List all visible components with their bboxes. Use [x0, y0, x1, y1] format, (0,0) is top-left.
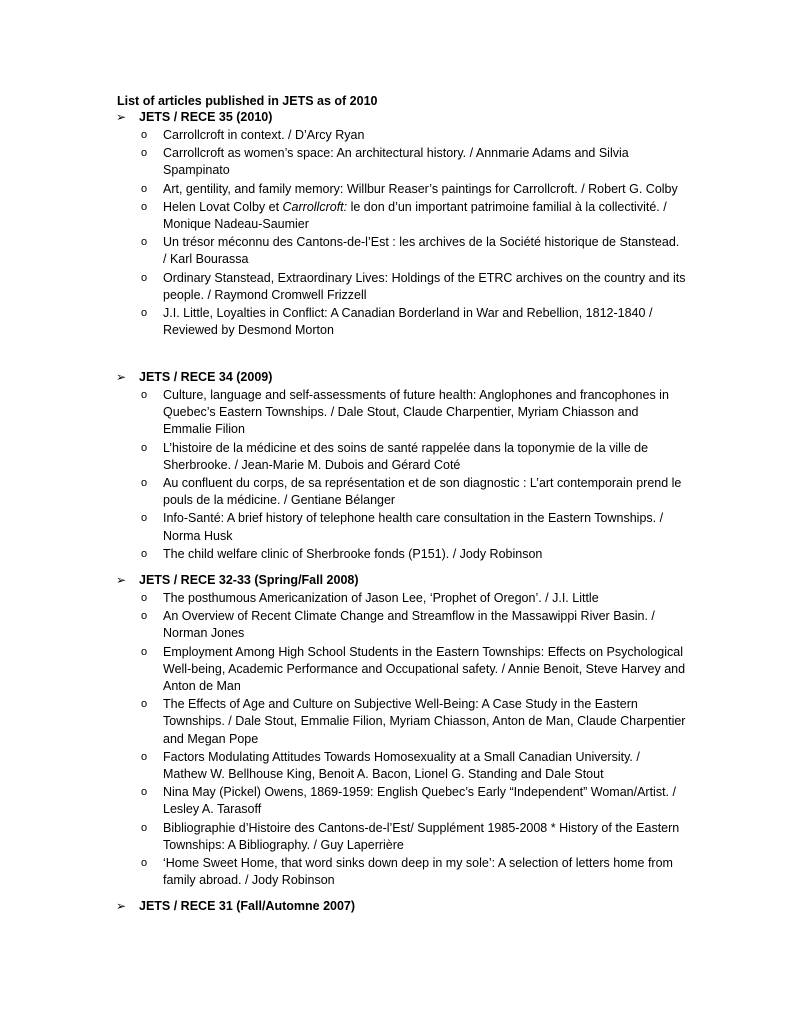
circle-bullet-icon: o [141, 182, 148, 195]
list-item [116, 475, 686, 509]
section-heading [116, 898, 686, 915]
article-citation: Un trésor méconnu des Cantons-de-l’Est : les archives de la Société historique de Stanstead. / Karl Bourassa [163, 235, 680, 267]
list-item [116, 749, 686, 783]
section-heading [116, 109, 686, 126]
article-list [116, 387, 686, 563]
article-list [116, 590, 686, 889]
article-citation: ‘Home Sweet Home, that word sinks down deep in my sole’: A selection of letters home from family abroad. / Jody Robinson [163, 856, 673, 888]
section-heading-text: JETS / RECE 34 (2009) [139, 370, 273, 384]
section-heading-text: JETS / RECE 35 (2010) [139, 110, 273, 124]
list-item [116, 820, 686, 854]
article-list [116, 127, 686, 339]
article-citation: Bibliographie d’Histoire des Cantons-de-l’Est/ Supplément 1985-2008 * History of the Eastern Townships: A Bibliography. / Guy Laperrière [163, 820, 680, 852]
list-item [116, 199, 686, 233]
list-item [116, 546, 686, 563]
section-jets-35 [116, 109, 686, 339]
circle-bullet-icon: o [141, 200, 148, 213]
article-citation: Nina May (Pickel) Owens, 1869-1959: English Quebec’s Early “Independent” Woman/Artist. / Lesley A. Tarasoff [163, 785, 676, 817]
list-item [116, 590, 686, 607]
list-item [116, 644, 686, 696]
citation-text-before: Helen Lovat Colby et [163, 199, 283, 214]
circle-bullet-icon: o [141, 147, 148, 160]
page-title: List of articles published in JETS as of 2010 [117, 94, 378, 108]
article-citation: Carrollcroft in context. / D’Arcy Ryan [163, 128, 365, 142]
circle-bullet-icon: o [141, 610, 148, 623]
article-citation: Culture, language and self-assessments of future health: Anglophones and francophones in Quebec’s Eastern Townships. / Dale Stout, Claude Charpentier, Myriam Chiasson and Emmalie Filion [163, 388, 669, 437]
article-citation: Info-Santé: A brief history of telephone health care consultation in the Eastern Townships. / Norma Husk [163, 511, 664, 543]
circle-bullet-icon: o [141, 389, 148, 401]
arrow-bullet-icon: ➢ [116, 899, 127, 913]
article-citation: L’histoire de la médicine et des soins de santé rappelée dans la toponymie de la ville de Sherbrooke. / Jean-Marie M. Dubois and Gérard Coté [163, 440, 649, 472]
section-heading [116, 572, 686, 589]
list-item [116, 696, 686, 748]
arrow-bullet-icon: ➢ [116, 370, 127, 384]
article-citation: Art, gentility, and family memory: Willbur Reaser’s paintings for Carrollcroft. / Robert G. Colby [163, 181, 678, 196]
circle-bullet-icon: o [141, 236, 148, 249]
circle-bullet-icon: o [141, 857, 148, 870]
section-jets-34 [116, 369, 686, 563]
list-item [116, 145, 686, 179]
article-citation: Factors Modulating Attitudes Towards Homosexuality at a Small Canadian University. / Mathew W. Bellhouse King, Benoit A. Bacon, Lionel G. Standing and Dale Stout [163, 749, 640, 782]
citation-text-after: le don d’un important patrimoine familial à la collectivité. / Monique Nadeau-Saumier [163, 199, 667, 232]
article-citation: The posthumous Americanization of Jason Lee, ‘Prophet of Oregon’. / J.I. Little [163, 591, 599, 605]
list-item [116, 387, 686, 439]
circle-bullet-icon: o [141, 821, 148, 834]
list-item [116, 855, 686, 889]
article-citation: Carrollcroft as women’s space: An architectural history. / Annmarie Adams and Silvia Spampinato [163, 146, 629, 178]
circle-bullet-icon: o [141, 786, 148, 799]
article-citation: An Overview of Recent Climate Change and Streamflow in the Massawippi River Basin. / Norman Jones [163, 609, 655, 641]
section-heading-text: JETS / RECE 32-33 (Spring/Fall 2008) [139, 573, 359, 587]
article-citation: Au confluent du corps, de sa représentation et de son diagnostic : L’art contemporain prend le pouls de la médicine. / Gentiane Bélanger [163, 476, 682, 508]
list-item [116, 440, 686, 474]
article-citation: The Effects of Age and Culture on Subjective Well-Being: A Case Study in the Eastern Townships. / Dale Stout, Emmalie Filion, Myriam Chiasson, Anton de Man, Claude Charpentier and Megan Pope [163, 697, 686, 746]
circle-bullet-icon: o [141, 547, 148, 560]
list-item [116, 270, 686, 304]
article-citation: The child welfare clinic of Sherbrooke fonds (P151). / Jody Robinson [163, 546, 543, 561]
circle-bullet-icon: o [141, 698, 148, 711]
circle-bullet-icon: o [141, 592, 148, 604]
article-citation [163, 199, 686, 233]
list-item [116, 784, 686, 818]
section-jets-31 [116, 898, 686, 915]
list-item [116, 305, 686, 339]
arrow-bullet-icon: ➢ [116, 110, 127, 124]
circle-bullet-icon: o [141, 477, 148, 490]
circle-bullet-icon: o [141, 645, 148, 658]
section-jets-32-33 [116, 572, 686, 889]
circle-bullet-icon: o [141, 129, 148, 141]
citation-italic-title: Carrollcroft: [282, 199, 348, 214]
list-item [116, 181, 686, 198]
circle-bullet-icon: o [141, 441, 148, 454]
circle-bullet-icon: o [141, 271, 148, 284]
list-item [116, 608, 686, 642]
list-item [116, 510, 686, 544]
article-citation: J.I. Little, Loyalties in Conflict: A Canadian Borderland in War and Rebellion, 1812-1840 / Reviewed by Desmond Morton [163, 306, 653, 338]
article-citation: Employment Among High School Students in the Eastern Townships: Effects on Psychological Well-being, Academic Performance and Occupational safety. / Annie Benoit, Steve Harvey and Anton de Man [163, 644, 686, 694]
list-item [116, 127, 686, 144]
circle-bullet-icon: o [141, 750, 148, 763]
section-heading-text: JETS / RECE 31 (Fall/Automne 2007) [139, 899, 356, 913]
circle-bullet-icon: o [141, 307, 148, 320]
list-item [116, 234, 686, 268]
circle-bullet-icon: o [141, 512, 148, 525]
arrow-bullet-icon: ➢ [116, 573, 127, 587]
article-citation: Ordinary Stanstead, Extraordinary Lives: Holdings of the ETRC archives on the country and its people. / Raymond Cromwell Frizzell [163, 270, 686, 302]
section-heading [116, 369, 686, 386]
